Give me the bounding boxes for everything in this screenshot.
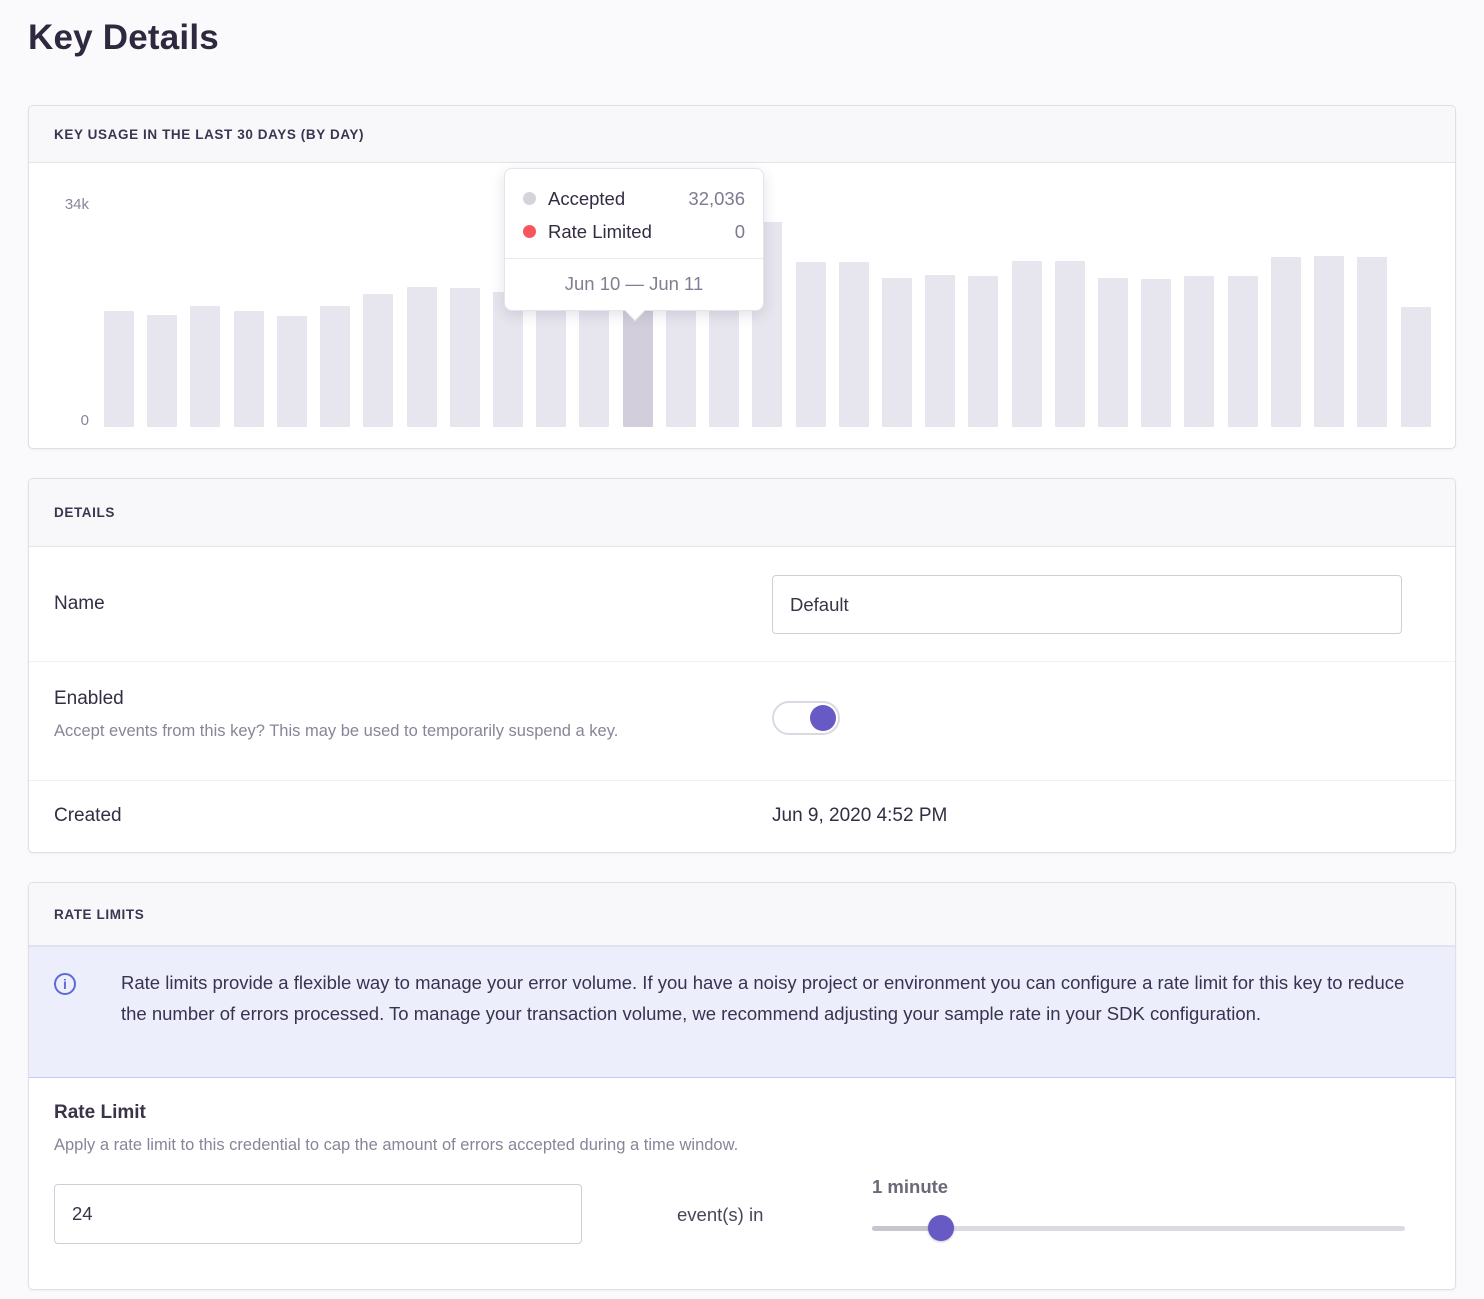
usage-bar[interactable] — [1228, 276, 1258, 427]
tooltip-date-range: Jun 10 — Jun 11 — [505, 258, 763, 310]
usage-bar[interactable] — [1098, 278, 1128, 427]
page-title: Key Details — [28, 18, 219, 57]
usage-bar[interactable] — [234, 311, 264, 427]
y-axis-max-label: 34k — [64, 196, 89, 213]
chart-tooltip — [504, 168, 764, 311]
usage-bar[interactable] — [839, 262, 869, 427]
slider-thumb[interactable] — [928, 1215, 954, 1241]
usage-bar[interactable] — [320, 306, 350, 427]
events-in-label: event(s) in — [677, 1204, 764, 1225]
usage-bar[interactable] — [1012, 261, 1042, 427]
usage-bar[interactable] — [147, 315, 177, 427]
rate-limit-window-slider — [872, 1176, 1405, 1231]
usage-bar[interactable] — [1357, 257, 1387, 427]
rate-limit-count-input[interactable] — [54, 1184, 582, 1244]
tooltip-rate-limited-value: 0 — [734, 220, 745, 242]
usage-bar[interactable] — [407, 287, 437, 427]
key-usage-panel — [28, 105, 1456, 449]
rate-limits-info-text: Rate limits provide a flexible way to manage your error volume. If you have a noisy project or environment you can configure a rate limit for this key to reduce the number of errors processed. To manage your transaction volume, we recommend adjusting your sample rate in your SDK configuration. — [121, 972, 1405, 1024]
details-panel-header: DETAILS — [29, 479, 1455, 547]
enabled-row — [29, 661, 1455, 780]
tooltip-row-rate-limited — [523, 215, 745, 248]
rate-limits-info-alert — [29, 946, 1455, 1078]
accepted-dot-icon — [523, 192, 536, 205]
slider-track[interactable] — [872, 1226, 1405, 1231]
rate-limit-row — [29, 1078, 1455, 1289]
usage-bar[interactable] — [1314, 256, 1344, 427]
rate-limits-panel-header: RATE LIMITS — [29, 883, 1455, 946]
usage-bar[interactable] — [1184, 276, 1214, 427]
usage-bar[interactable] — [493, 292, 523, 427]
info-icon: i — [54, 973, 76, 995]
usage-bars[interactable] — [104, 197, 1431, 427]
slider-window-label: 1 minute — [872, 1176, 949, 1197]
tooltip-row-accepted — [523, 182, 745, 215]
usage-bar[interactable] — [1401, 307, 1431, 427]
tooltip-accepted-value: 32,036 — [688, 187, 745, 209]
chart-tooltip-legend — [505, 169, 763, 258]
name-input[interactable] — [772, 575, 1402, 634]
details-panel — [28, 478, 1456, 853]
usage-bar[interactable] — [450, 288, 480, 427]
usage-bar[interactable] — [277, 316, 307, 427]
usage-bar[interactable] — [882, 278, 912, 427]
enabled-description: Accept events from this key? This may be used to temporarily suspend a key. — [54, 722, 619, 740]
usage-bar[interactable] — [925, 275, 955, 427]
name-row — [29, 547, 1455, 661]
created-value: Jun 9, 2020 4:52 PM — [772, 805, 948, 826]
tooltip-accepted-label: Accepted — [548, 187, 626, 209]
enabled-toggle[interactable] — [772, 701, 840, 735]
key-usage-panel-header: KEY USAGE IN THE LAST 30 DAYS (BY DAY) — [29, 106, 1455, 163]
tooltip-rate-limited-label: Rate Limited — [548, 220, 652, 242]
usage-bar[interactable] — [104, 311, 134, 427]
y-axis-min-label: 0 — [80, 412, 89, 429]
usage-bar[interactable] — [796, 262, 826, 427]
rate-limits-panel — [28, 882, 1456, 1290]
usage-bar[interactable] — [1141, 279, 1171, 427]
toggle-knob — [810, 705, 836, 731]
created-label: Created — [54, 805, 122, 826]
usage-bar[interactable] — [1055, 261, 1085, 427]
usage-bar[interactable] — [190, 306, 220, 427]
rate-limit-label: Rate Limit — [54, 1102, 146, 1123]
name-label: Name — [54, 593, 105, 614]
usage-bar[interactable] — [363, 294, 393, 427]
usage-bar[interactable] — [1271, 257, 1301, 427]
usage-bar[interactable] — [968, 276, 998, 427]
enabled-label: Enabled — [54, 688, 124, 709]
usage-bar[interactable] — [536, 291, 566, 427]
usage-chart — [29, 163, 1455, 448]
created-row — [29, 780, 1455, 853]
rate-limit-description: Apply a rate limit to this credential to cap the amount of errors accepted during a time window. — [54, 1136, 739, 1154]
rate-limited-dot-icon — [523, 225, 536, 238]
